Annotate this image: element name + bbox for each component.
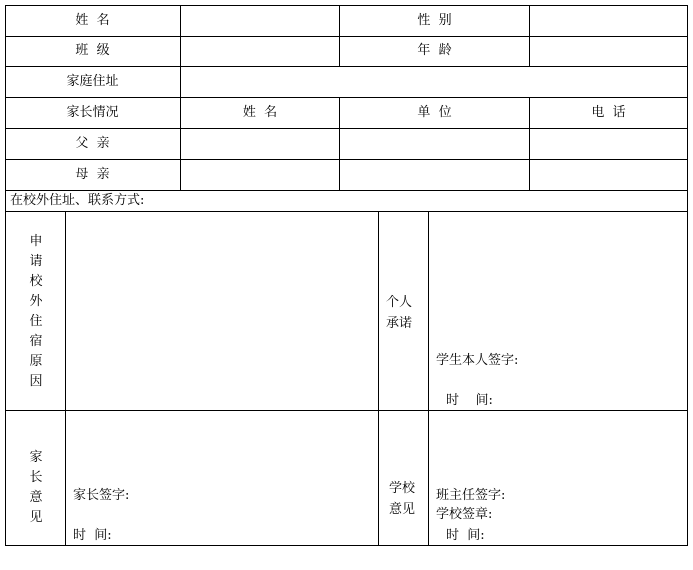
mother-name-field[interactable] <box>181 160 339 190</box>
address-label: 家庭住址 <box>66 74 119 89</box>
rule <box>5 410 688 411</box>
school-seal-label: 学校签章: <box>436 507 493 522</box>
class-field[interactable] <box>181 37 339 66</box>
mother-employer-field[interactable] <box>340 160 529 190</box>
phone-header: 电 话 <box>591 105 626 120</box>
father-label: 父 亲 <box>75 136 110 151</box>
head-teacher-signature-label: 班主任签字: <box>436 488 506 503</box>
reason-field[interactable] <box>66 212 378 410</box>
school-opinion-label: 学校意见 <box>389 481 416 517</box>
student-time-label: 时 间: <box>446 393 493 408</box>
class-label: 班 级 <box>75 43 110 58</box>
offcampus-label: 在校外住址、联系方式: <box>10 193 145 208</box>
school-time-label: 时 间: <box>446 528 485 543</box>
gender-label: 性 别 <box>417 13 452 28</box>
mother-label: 母 亲 <box>75 167 110 182</box>
mother-phone-field[interactable] <box>530 160 687 190</box>
parent-name-header: 姓 名 <box>242 105 278 120</box>
rule <box>378 211 379 546</box>
gender-field[interactable] <box>530 6 687 36</box>
age-label: 年 龄 <box>417 43 452 58</box>
name-field[interactable] <box>181 6 339 36</box>
rule <box>687 5 688 546</box>
father-phone-field[interactable] <box>530 129 687 159</box>
rule <box>5 545 688 546</box>
parent-time-label: 时 间: <box>73 528 112 543</box>
employer-header: 单 位 <box>417 105 452 120</box>
address-field[interactable] <box>181 67 687 97</box>
student-signature-label: 学生本人签字: <box>436 353 519 368</box>
rule <box>428 211 429 546</box>
parent-opinion-label: 家长意见 <box>29 450 43 525</box>
age-field[interactable] <box>530 37 687 66</box>
rule <box>5 190 688 191</box>
father-name-field[interactable] <box>181 129 339 159</box>
reason-label: 申请校外住宿原因 <box>29 234 43 389</box>
rule <box>5 97 688 98</box>
parents-label: 家长情况 <box>66 105 119 120</box>
name-label: 姓 名 <box>75 13 110 28</box>
parent-signature-label: 家长签字: <box>73 488 130 503</box>
commitment-label: 个人承诺 <box>386 295 413 331</box>
father-employer-field[interactable] <box>340 129 529 159</box>
